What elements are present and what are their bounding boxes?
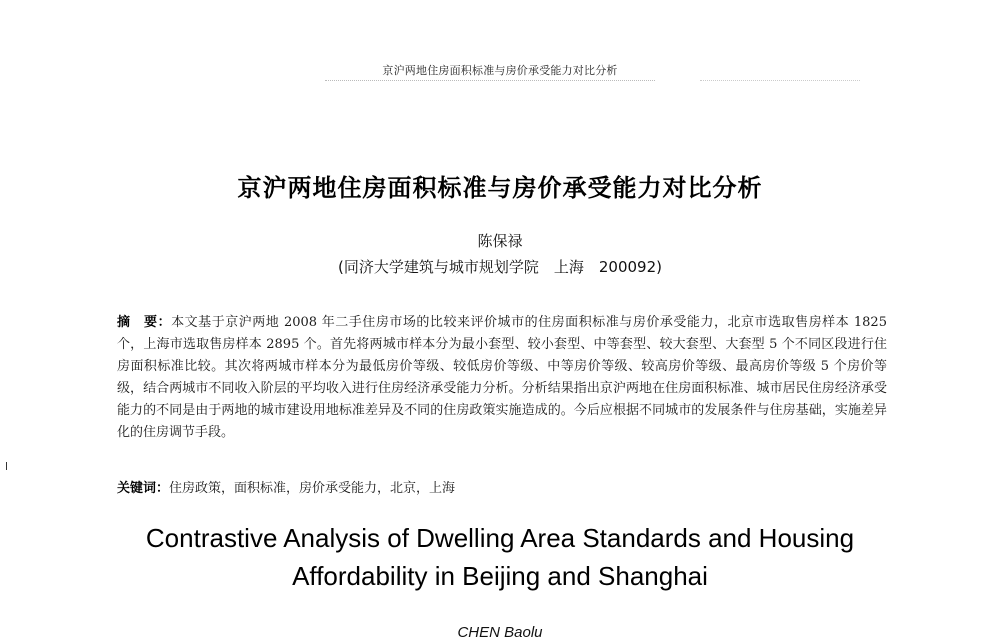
affiliation-chinese: (同济大学建筑与城市规划学院 上海 200092) bbox=[338, 258, 662, 276]
keywords-label: 关键词： bbox=[117, 481, 170, 496]
title-english bbox=[0, 519, 1000, 595]
abstract-paragraph bbox=[117, 312, 887, 444]
title-english-line-2: Affordability in Beijing and Shanghai bbox=[292, 561, 708, 591]
scan-margin-mark bbox=[6, 462, 7, 470]
abstract-text: 本文基于京沪两地 2008 年二手住房市场的比较来评价城市的住房面积标准与房价承受能力，北京市选取售房样本 1825 个，上海市选取售房样本 2895 个。首先将两城市样本分为最小套型、较小套型、中等套型、较大套型、大套型 5 个不同区段进行住房面积标准比较。其次将两城市样本分为最低房价等级、较低房价等级、中等房价等级、较高房价等级、最高房价等级 5 个房价等级，结合两城市不同收入阶层的平均收入进行住房经济承受能力分析。分析结果指出京沪两地在住房面积标准、城市居民住房经济承受能力的不同是由于两地的城市建设用地标准差异及不同的住房政策实施造成的。今后应根据不同城市的发展条件与住房基础，实施差异化的住房调节手段。 bbox=[117, 315, 887, 440]
author-chinese: 陈保禄 bbox=[477, 232, 523, 250]
title-english-line-1: Contrastive Analysis of Dwelling Area Standards and Housing bbox=[145, 523, 855, 553]
title-chinese: 京沪两地住房面积标准与房价承受能力对比分析 bbox=[237, 174, 763, 202]
header-scan-dots bbox=[700, 80, 860, 81]
keywords-text: 住房政策，面积标准，房价承受能力，北京，上海 bbox=[169, 481, 456, 496]
author-english: CHEN Baolu bbox=[457, 624, 543, 641]
abstract-label: 摘 要： bbox=[117, 315, 172, 330]
header-rule bbox=[325, 80, 655, 81]
keywords-line bbox=[117, 478, 887, 500]
running-header: 京沪两地住房面积标准与房价承受能力对比分析 bbox=[382, 64, 618, 77]
